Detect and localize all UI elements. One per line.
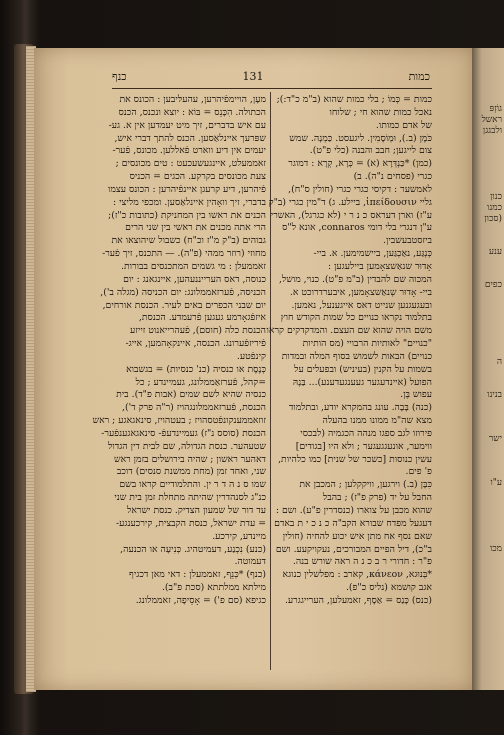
adjacent-text-fragment: מכו <box>489 544 502 554</box>
text-line: קינפֿטע. <box>236 350 266 362</box>
left-column <box>92 94 266 608</box>
adjacent-text-fragment <box>472 489 502 500</box>
adjacent-text-fragment: ע"ו <box>490 478 502 488</box>
text-line: אגב קושמא (נליס כ"פ). <box>345 582 432 594</box>
text-line: ב"כ), דיל הפיים המבורכים, נעקויקעע. ושם <box>275 543 432 555</box>
text-line: של אדם כמותו. <box>375 119 432 131</box>
text-line: הרי אתה מכנים את ראשי בין שני הרים <box>125 222 266 234</box>
adjacent-page-text <box>472 48 504 555</box>
text-line: (כמן) *כַּנְדְּרָא (א) = כְּרָא, קְרָא : דמוגר <box>288 158 432 170</box>
adjacent-text-fragment <box>472 412 502 423</box>
adjacent-text-fragment: ולבגגן <box>482 126 502 136</box>
adjacent-text-fragment <box>472 269 502 280</box>
text-line: שאם נסף אח מתן איש יכוע להחיה (חולין <box>282 530 432 542</box>
adjacent-text-fragment <box>472 313 502 324</box>
text-line: ביזסטבעשבין. <box>383 235 432 247</box>
text-line: המכוה שם להבדין (ב"מ פ"ט). כנוי, מושל, <box>278 273 432 285</box>
text-line: לאמשער : דקיסי כגרי כגרי (חולין ס"ח), <box>288 183 432 195</box>
text-line: זאממעלט, איינגעשעכעט : טים מכונסים ; <box>115 158 266 170</box>
adjacent-text-fragment <box>472 236 502 247</box>
text-line: כִּבָּן (ב.) וירגען, וויקקלען ; המכבן את <box>299 479 432 491</box>
adjacent-text-fragment: כפים <box>484 280 502 290</box>
text-line: הכניסה, פֿערזאממלונג: יום הכניסה (מגלה ב'), <box>100 286 266 298</box>
text-line: פֿיריזפֿערונג. הכנסה, איינקאָהמען, אייג- <box>125 338 266 350</box>
text-line: כנויים) הבאות לשמוש בסוף המלה ובמדות <box>281 350 432 362</box>
adjacent-text-fragment: ה <box>496 357 502 367</box>
page-header <box>34 70 472 86</box>
text-line: בדברי, זיך וואָהין איינלאַסען. ומכפי מליצי : <box>113 196 266 208</box>
text-line: פירוזו לגב ספגו מנהה הכגמיה (לבכסי <box>300 427 432 439</box>
text-line: בשמות על הקנין (בעיניש) ובפעלים על <box>294 363 432 375</box>
text-line: דאהער ראשון ; שהיה בירושלים בזמן ראש <box>114 453 266 465</box>
adjacent-text-fragment <box>472 302 502 313</box>
adjacent-text-fragment: ראשל <box>481 115 502 125</box>
adjacent-text-fragment: בנינו <box>487 390 502 400</box>
text-line: שני, ואחד זמן (מחת ממשנת סנסים) דוכב <box>116 466 266 478</box>
text-line: ובעגעגנען שנייט דאס אייגענעל, נאמען. <box>291 299 432 311</box>
text-line: (כנף) *כְּנֵף, זאממעלן : דאי מאן דכגיף <box>129 569 266 581</box>
page-number: 131 <box>242 70 264 83</box>
right-column <box>266 94 432 608</box>
adjacent-text-fragment <box>472 456 502 467</box>
text-line: =קהל, פֿערזאַממלונג, געמיינדע ; כל <box>135 376 266 388</box>
adjacent-text-fragment <box>472 148 502 159</box>
adjacent-text-fragment <box>472 159 502 170</box>
adjacent-text-fragment: (סכון <box>484 214 502 224</box>
text-line: צעת מכונסים בקרקע. הכגים = הכניס <box>129 171 266 183</box>
text-line: (כנס) כָּנַס = אַסָף, זאמעלען, הערייגגרע. <box>284 594 432 606</box>
adjacent-text-fragment <box>472 181 502 192</box>
text-line: פֿיהרען, דיע קרעגן איינפֿיהרען : הכונס עצמו <box>107 183 266 195</box>
text-line: זוזאממענקונפֿטסהויז ; בעטהויז, סינאגאגע ; ראש <box>92 415 266 427</box>
running-head-right: כמות <box>408 70 430 83</box>
text-line: משם הויה שהוא שם העצם. והמדקדקים קראו <box>266 325 432 337</box>
adjacent-text-fragment <box>472 423 502 434</box>
text-line: (כנע) נִכְנַע, דעמיטהיג. כְּנִיעָה או הכנעה, <box>120 543 266 555</box>
adjacent-text-fragment: ענע <box>488 247 502 257</box>
adjacent-text-fragment <box>472 368 502 379</box>
header-rule <box>112 88 432 89</box>
text-line: *בְּנוּגא, κάνεον, קארב : מפלשלין כנוגא <box>282 569 432 581</box>
text-line: כְּנְגַּע, נאַכְגַּען, ביישמימען. א. ביי- <box>313 248 432 260</box>
text-line: הכנים את ראשו בין המחניקת (כתובות כ"ז); <box>108 209 266 221</box>
text-line: עשין כנוסות [כשכר של שנית] כמו כלהיות, <box>278 453 432 465</box>
text-line: הכתולה. הִכָּנֵס = בּוֹא : יוצא ונכנס, הכנס <box>118 106 266 118</box>
text-line: אָדוּר שנאַשצאָמען ביילעגען : <box>327 260 432 272</box>
text-line: עפוש בֶּן. <box>400 389 432 401</box>
adjacent-text-fragment <box>472 533 502 544</box>
adjacent-text-fragment <box>472 401 502 412</box>
adjacent-text-fragment: גוֹזְפּ <box>489 104 502 114</box>
adjacent-text-fragment <box>472 324 502 335</box>
text-line: הכנסת, פֿערזאממלונגהויז (ר"ה פרק ד'), <box>122 402 266 414</box>
text-line: כגיפא (סם פ') = אָסֵיפָה, זאממלונג. <box>135 594 266 606</box>
text-line: ע"ז) וארן דעראס כ נ ר י (לא כגרגל), האשרי <box>270 209 432 221</box>
text-line: שטעהער. כנסת הגדולה, שם לבית דין הגדול <box>108 440 266 452</box>
text-line: כמות = כְּמוֹ ; בלי כמות שהוא (ב"מ כ"ד:); <box>276 94 432 105</box>
adjacent-text-fragment <box>472 346 502 357</box>
dictionary-page <box>34 48 472 690</box>
adjacent-text-fragment <box>472 522 502 533</box>
text-line: מצא שה"מ ממונו ממנו בהעלה <box>322 415 432 427</box>
running-head-left: כנף <box>112 70 127 83</box>
text-line: (כנה) בָּבָה. עונג בהמקרא יודע, ובתלמוד <box>288 402 432 414</box>
text-line: בתלמוד נקראו כנויים כל שמות הקודש חוץ <box>280 312 432 324</box>
text-line: החבל על יד (פרק פ"ז) ; בהבל <box>322 492 432 504</box>
adjacent-text-fragment: ישר <box>488 434 502 444</box>
text-line: מחוזי (רוזר ממהי (פ"ה). — התכנס, זיך פֿער- <box>102 248 266 260</box>
text-line: הפועל (איינדעגער געענגעדענע)... בַּנֶהּ <box>292 376 432 388</box>
text-line: כגרי (פסחים נ"ה). ב) <box>353 171 432 183</box>
text-line: מיינדע, קירכע. <box>212 530 266 542</box>
column-divider <box>270 92 271 670</box>
adjacent-text-fragment <box>472 445 502 456</box>
text-line: כְּנֶסֶת או כנסיה (כנ' כנסיות) = בגשבוא <box>126 363 266 375</box>
text-line: זאממעלן : מי גשמים המתכנסים בבורות. <box>121 260 266 272</box>
text-line: עם איש בדברים, זיך מיט יעמדען אין א. גע- <box>108 119 266 131</box>
adjacent-text-fragment <box>472 335 502 346</box>
text-line: יום שבני הכפרים באים לעיר. הכנסת אורחים, <box>102 299 266 311</box>
text-line: כנוסה, דאס הערייננעהען, איינגאנג : יום <box>123 273 266 285</box>
text-line: נאכל כמות שהוא חי ; שלוחו <box>329 106 432 118</box>
text-line: שמו ס נ ה ד ר ין. והתלמודיים קראו בשם <box>119 479 266 491</box>
text-line: יעמים אין דיע ווארט פֿאללען. מכונס, פֿער- <box>112 145 266 157</box>
text-line: מעָן, הויימפֿיהרען, עהעלּיבען : הכונס את <box>119 94 266 105</box>
adjacent-text-fragment <box>472 500 502 511</box>
adjacent-text-fragment <box>472 511 502 522</box>
text-line: כנ"ג לסנהדרין שהיתה מתחלת זמן בית שני <box>114 492 266 504</box>
text-line: כנסיה שהיא לשם שמים (אבות פ"ד). בית <box>116 389 266 401</box>
text-line: שהוא מכבן על צוארו (כנסדרין פ"ע). ושם : <box>275 505 432 516</box>
text-line: הכנסת (סוסס נ"ז) געמיינדעפֿ- סינאגאגענפֿער- <box>101 427 266 439</box>
adjacent-text-fragment <box>472 137 502 148</box>
text-line: ווימער, אונעגגעגער ; ולא היו [בגודים] <box>295 440 432 452</box>
text-line: ע"ן דנגרי בלי דומי connaros, אונא ל"ס <box>282 222 432 234</box>
text-line: צום לייגען; חבב והבנה (כלי פ"ט). <box>309 145 432 157</box>
text-line: גליי ἱπείδουσιν, ביילע. ג) ד"מין כגרי (ב"ק <box>268 196 432 208</box>
adjacent-text-fragment <box>472 225 502 236</box>
text-line: פ"ר : חדורי ר ב כ נ ה ראה שורש בנה. <box>292 556 432 568</box>
text-line: דעגעל מפדח שבורא הקב"ה כ נ כ י ת באדם <box>274 517 432 529</box>
text-line: "כנויים" לאותיות הרבויי (מס הותיות <box>302 338 432 350</box>
text-line: = עדת ישראל, כנסת הקבצית, קירכענגע- <box>116 517 266 529</box>
text-line: פ' פים. <box>405 466 432 478</box>
text-line: שפּרעך איינלאַסען. הכנס להתך דברי איש, <box>114 132 266 144</box>
text-line: איזפֿגאָרמע געגען פֿרעמדע. הכנסת, <box>138 312 266 324</box>
adjacent-text-fragment: כמנו <box>487 203 502 213</box>
text-line: גבוהים (ב"ק מ"ז וכ"ח) כשבול שיהוצאו את <box>111 235 266 247</box>
adjacent-text-fragment <box>472 170 502 181</box>
text-line: דעמוטה. <box>234 556 266 568</box>
text-line: עד דור של שמעון הצדיק. כנסת ישראל <box>126 505 266 516</box>
text-line: מילתא ממלתתא (סכת פ"ב). <box>161 582 266 594</box>
adjacent-text-fragment <box>472 258 502 269</box>
adjacent-text-fragment: כנון <box>490 192 502 202</box>
adjacent-text-fragment <box>472 379 502 390</box>
adjacent-text-fragment <box>472 291 502 302</box>
adjacent-text-fragment <box>472 467 502 478</box>
text-line: ביי- אָדוּר שְנאַשצאָמען, איבערדרוכט א. <box>289 286 432 298</box>
adjacent-page-edge <box>472 48 504 690</box>
text-line: כֹּמֶן (ב.), וּמְוֹסָמִין. ליגעסט. כַּמְנָה. שמש <box>289 132 432 144</box>
text-line: הכנסת כלה (חוסם), פֿעהרייאנוט זייזע <box>130 325 266 337</box>
